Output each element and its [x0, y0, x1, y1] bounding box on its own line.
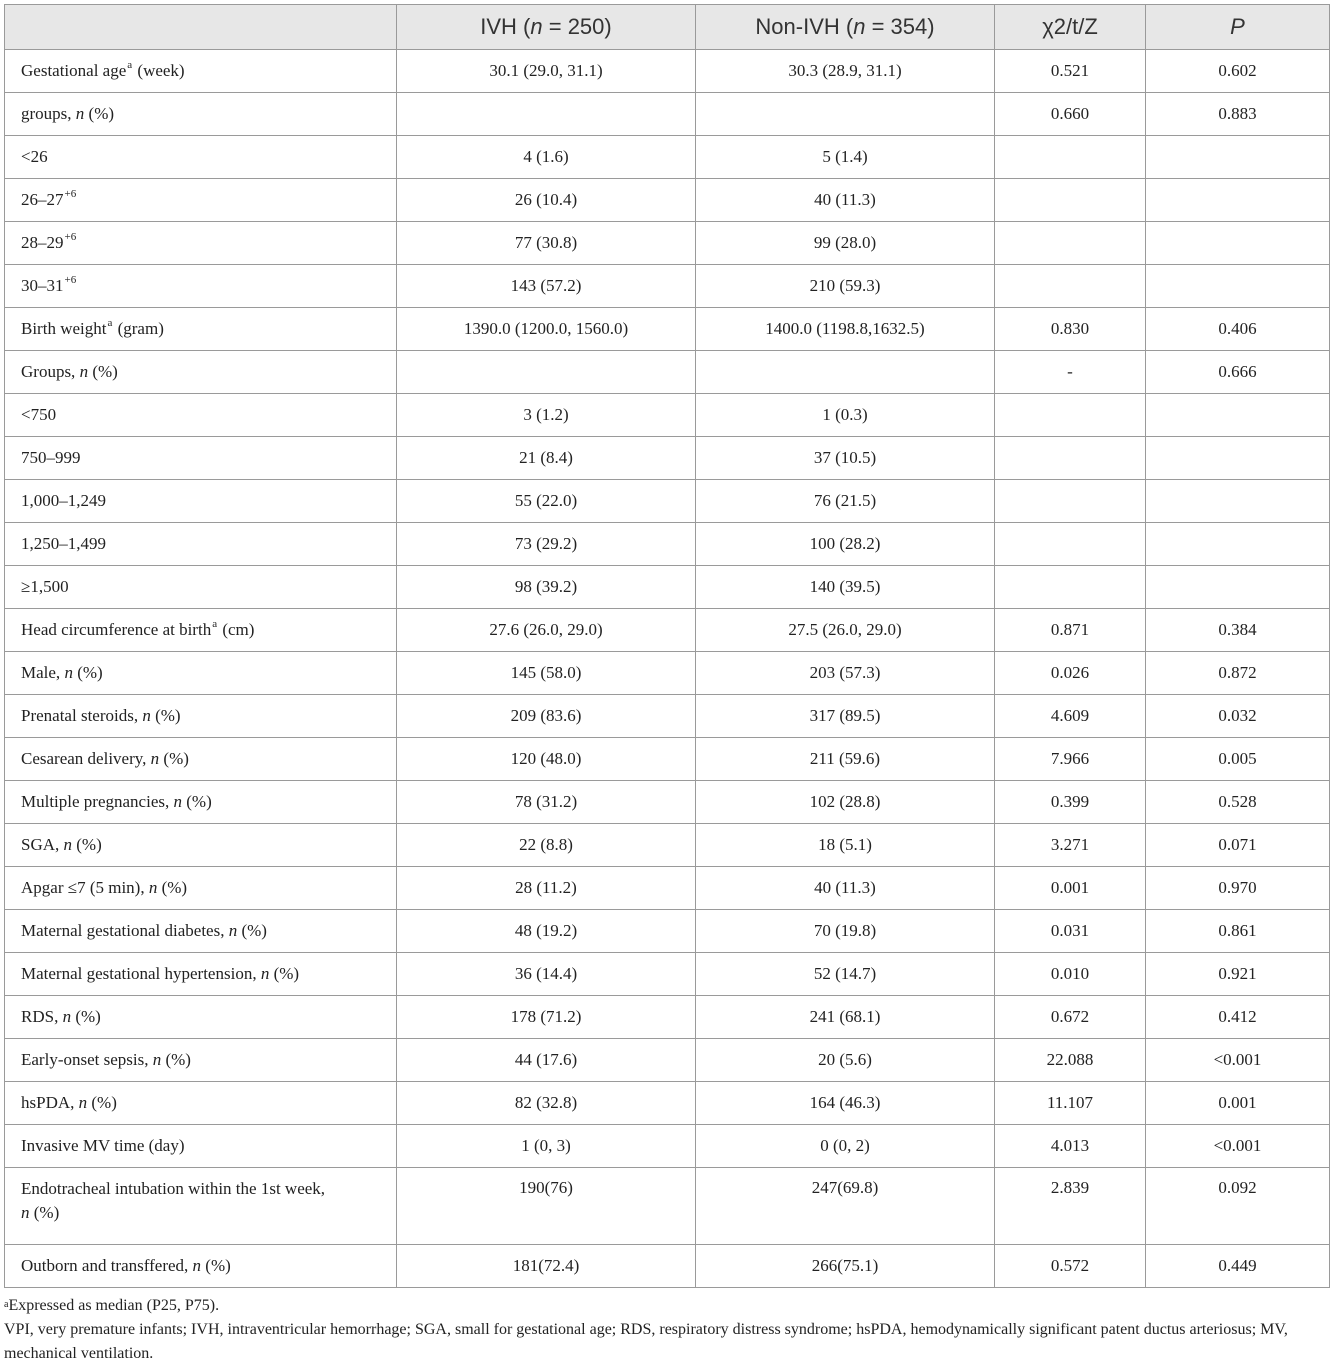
row-label-suffix: (%)	[87, 1093, 117, 1112]
row-label-suffix: (%)	[201, 1256, 231, 1275]
cell-p-value: 0.384	[1146, 609, 1330, 652]
row-label-italic: n	[173, 792, 182, 811]
cell-ivh: 98 (39.2)	[397, 566, 696, 609]
cell-p-value: 0.005	[1146, 738, 1330, 781]
row-label-sup: a	[212, 618, 218, 630]
cell-non-ivh: 140 (39.5)	[696, 566, 995, 609]
cell-ivh: 209 (83.6)	[397, 695, 696, 738]
cell-non-ivh	[696, 351, 995, 394]
cell-statistic: 11.107	[995, 1082, 1146, 1125]
row-label-text: <26	[21, 147, 48, 166]
cell-ivh: 143 (57.2)	[397, 265, 696, 308]
footnotes	[4, 1294, 1329, 1366]
table-row	[5, 93, 1330, 136]
cell-non-ivh: 211 (59.6)	[696, 738, 995, 781]
cell-ivh: 21 (8.4)	[397, 437, 696, 480]
cell-p-value: 0.602	[1146, 50, 1330, 93]
cell-ivh	[397, 93, 696, 136]
row-label-italic: n	[79, 362, 89, 381]
cell-statistic	[995, 222, 1146, 265]
cell-ivh: 55 (22.0)	[397, 480, 696, 523]
table-row	[5, 50, 1330, 93]
cell-ivh: 178 (71.2)	[397, 996, 696, 1039]
row-label-suffix: (%)	[161, 1050, 191, 1069]
cell-statistic: 4.013	[995, 1125, 1146, 1168]
cell-non-ivh: 30.3 (28.9, 31.1)	[696, 50, 995, 93]
table-row	[5, 781, 1330, 824]
row-label-suffix: (week)	[133, 61, 185, 80]
table-row	[5, 308, 1330, 351]
cell-p-value: 0.861	[1146, 910, 1330, 953]
cell-non-ivh: 100 (28.2)	[696, 523, 995, 566]
cell-non-ivh: 1 (0.3)	[696, 394, 995, 437]
row-label-italic: n	[148, 878, 158, 897]
cell-ivh: 4 (1.6)	[397, 136, 696, 179]
cell-non-ivh: 40 (11.3)	[696, 867, 995, 910]
table-row	[5, 222, 1330, 265]
row-label	[5, 953, 397, 996]
cell-ivh: 3 (1.2)	[397, 394, 696, 437]
cell-non-ivh: 0 (0, 2)	[696, 1125, 995, 1168]
cell-non-ivh: 241 (68.1)	[696, 996, 995, 1039]
table-header-row	[5, 5, 1330, 50]
cell-p-value: 0.970	[1146, 867, 1330, 910]
cell-ivh: 82 (32.8)	[397, 1082, 696, 1125]
comparison-table	[4, 4, 1330, 1288]
cell-p-value	[1146, 523, 1330, 566]
row-label-italic: n	[152, 1050, 162, 1069]
cell-ivh: 78 (31.2)	[397, 781, 696, 824]
row-label	[5, 652, 397, 695]
row-label	[5, 738, 397, 781]
row-label	[5, 93, 397, 136]
cell-p-value: 0.666	[1146, 351, 1330, 394]
cell-ivh: 1390.0 (1200.0, 1560.0)	[397, 308, 696, 351]
row-label	[5, 609, 397, 652]
row-label-text: 1,000–1,249	[21, 491, 106, 510]
row-label	[5, 480, 397, 523]
header-p-value: P	[1146, 5, 1330, 50]
row-label-text: Gestational age	[21, 61, 127, 80]
cell-statistic	[995, 480, 1146, 523]
row-label	[5, 1039, 397, 1082]
row-label-suffix: (cm)	[218, 620, 255, 639]
row-label-text: Maternal gestational diabetes,	[21, 921, 229, 940]
row-label-suffix: (%)	[159, 749, 189, 768]
cell-p-value	[1146, 179, 1330, 222]
row-label-text: Multiple pregnancies,	[21, 792, 174, 811]
cell-non-ivh: 1400.0 (1198.8,1632.5)	[696, 308, 995, 351]
row-label-text: Maternal gestational hypertension,	[21, 964, 261, 983]
table-row	[5, 566, 1330, 609]
table-row	[5, 1168, 1330, 1245]
row-label-sup: a	[127, 59, 133, 71]
row-label	[5, 1082, 397, 1125]
row-label	[5, 136, 397, 179]
table-row	[5, 867, 1330, 910]
cell-p-value: <0.001	[1146, 1039, 1330, 1082]
row-label-italic: n	[64, 663, 73, 682]
row-label	[5, 910, 397, 953]
cell-statistic	[995, 179, 1146, 222]
cell-non-ivh: 27.5 (26.0, 29.0)	[696, 609, 995, 652]
cell-ivh: 22 (8.8)	[397, 824, 696, 867]
table-row	[5, 910, 1330, 953]
cell-p-value	[1146, 222, 1330, 265]
cell-non-ivh: 76 (21.5)	[696, 480, 995, 523]
row-label-text: Invasive MV time (day)	[21, 1136, 185, 1155]
cell-non-ivh: 102 (28.8)	[696, 781, 995, 824]
header-variable	[5, 5, 397, 50]
row-label-text: Apgar ≤7 (5 min),	[21, 878, 149, 897]
row-label	[5, 437, 397, 480]
row-label-text: 30–31	[21, 276, 64, 295]
cell-ivh: 28 (11.2)	[397, 867, 696, 910]
cell-statistic: 0.001	[995, 867, 1146, 910]
row-label-text: Prenatal steroids,	[21, 706, 143, 725]
cell-p-value	[1146, 394, 1330, 437]
cell-statistic: 0.521	[995, 50, 1146, 93]
cell-statistic	[995, 437, 1146, 480]
cell-p-value: 0.528	[1146, 781, 1330, 824]
cell-non-ivh: 210 (59.3)	[696, 265, 995, 308]
row-label-text: <750	[21, 405, 57, 424]
row-label-italic: n	[228, 921, 238, 940]
row-label-sup: a	[107, 317, 113, 329]
row-label	[5, 867, 397, 910]
row-label-italic: n	[260, 964, 270, 983]
table-row	[5, 179, 1330, 222]
cell-p-value: 0.883	[1146, 93, 1330, 136]
cell-non-ivh: 52 (14.7)	[696, 953, 995, 996]
cell-non-ivh: 164 (46.3)	[696, 1082, 995, 1125]
cell-statistic	[995, 136, 1146, 179]
cell-statistic: -	[995, 351, 1146, 394]
cell-p-value: 0.449	[1146, 1245, 1330, 1288]
cell-p-value: 0.071	[1146, 824, 1330, 867]
row-label-italic: n	[150, 749, 160, 768]
row-label-text: Groups,	[21, 362, 80, 381]
cell-p-value	[1146, 566, 1330, 609]
row-label-text: Birth weight	[21, 319, 107, 338]
row-label-suffix: (%)	[72, 663, 103, 682]
cell-non-ivh: 20 (5.6)	[696, 1039, 995, 1082]
header-ivh: IVH (n = 250)	[397, 5, 696, 50]
table-row	[5, 437, 1330, 480]
cell-ivh: 27.6 (26.0, 29.0)	[397, 609, 696, 652]
row-label-text: groups,	[21, 104, 76, 123]
cell-non-ivh: 99 (28.0)	[696, 222, 995, 265]
cell-ivh	[397, 351, 696, 394]
table-row	[5, 1245, 1330, 1288]
row-label	[5, 50, 397, 93]
cell-non-ivh: 70 (19.8)	[696, 910, 995, 953]
row-label-italic: n	[63, 835, 73, 854]
row-label	[5, 781, 397, 824]
cell-ivh: 36 (14.4)	[397, 953, 696, 996]
cell-ivh: 190(76)	[397, 1168, 696, 1245]
cell-ivh: 77 (30.8)	[397, 222, 696, 265]
row-label-text: Male,	[21, 663, 65, 682]
cell-p-value: 0.921	[1146, 953, 1330, 996]
table-row	[5, 523, 1330, 566]
row-label-suffix: (%)	[29, 1203, 60, 1222]
cell-non-ivh: 317 (89.5)	[696, 695, 995, 738]
cell-statistic: 2.839	[995, 1168, 1146, 1245]
table-container	[4, 4, 1329, 1366]
cell-statistic: 0.672	[995, 996, 1146, 1039]
cell-statistic: 4.609	[995, 695, 1146, 738]
cell-p-value: <0.001	[1146, 1125, 1330, 1168]
cell-statistic: 0.399	[995, 781, 1146, 824]
cell-statistic: 0.871	[995, 609, 1146, 652]
row-label-suffix: (%)	[182, 792, 212, 811]
cell-non-ivh: 40 (11.3)	[696, 179, 995, 222]
cell-statistic: 0.010	[995, 953, 1146, 996]
cell-ivh: 44 (17.6)	[397, 1039, 696, 1082]
cell-p-value: 0.001	[1146, 1082, 1330, 1125]
cell-statistic	[995, 566, 1146, 609]
row-label-text: Early-onset sepsis,	[21, 1050, 153, 1069]
cell-statistic: 3.271	[995, 824, 1146, 867]
cell-statistic	[995, 394, 1146, 437]
row-label-italic: n	[192, 1256, 202, 1275]
cell-non-ivh: 37 (10.5)	[696, 437, 995, 480]
row-label-text: 26–27	[21, 190, 64, 209]
table-row	[5, 695, 1330, 738]
cell-statistic	[995, 523, 1146, 566]
row-label-text: 750–999	[21, 448, 81, 467]
header-statistic: χ2/t/Z	[995, 5, 1146, 50]
row-label-text: hsPDA,	[21, 1093, 79, 1112]
row-label-text: Head circumference at birth	[21, 620, 212, 639]
row-label	[5, 695, 397, 738]
row-label	[5, 179, 397, 222]
table-row	[5, 1039, 1330, 1082]
table-body	[5, 50, 1330, 1288]
row-label	[5, 308, 397, 351]
header-non-ivh: Non-IVH (n = 354)	[696, 5, 995, 50]
row-label-italic: n	[62, 1007, 72, 1026]
cell-non-ivh: 18 (5.1)	[696, 824, 995, 867]
row-label-suffix: (%)	[237, 921, 267, 940]
cell-statistic: 22.088	[995, 1039, 1146, 1082]
cell-ivh: 73 (29.2)	[397, 523, 696, 566]
cell-non-ivh: 247(69.8)	[696, 1168, 995, 1245]
cell-statistic	[995, 265, 1146, 308]
footnote-abbreviations: VPI, very premature infants; IVH, intraventricular hemorrhage; SGA, small for gestational age; RDS, respiratory distress syndrome; hsPDA, hemodynamically significant patent ductus arteriosus; MV, mechanical ventilation.	[4, 1321, 1288, 1362]
row-label-italic: n	[21, 1203, 30, 1222]
cell-statistic: 0.660	[995, 93, 1146, 136]
cell-non-ivh: 203 (57.3)	[696, 652, 995, 695]
row-label-text: Outborn and transffered,	[21, 1256, 193, 1275]
row-label	[5, 996, 397, 1039]
row-label-text: Cesarean delivery,	[21, 749, 151, 768]
row-label-suffix: (%)	[84, 104, 115, 123]
cell-statistic: 0.026	[995, 652, 1146, 695]
row-label-italic: n	[142, 706, 151, 725]
cell-ivh: 181(72.4)	[397, 1245, 696, 1288]
row-label-italic: n	[75, 104, 85, 123]
row-label-suffix: (%)	[150, 706, 181, 725]
row-label	[5, 523, 397, 566]
table-row	[5, 824, 1330, 867]
table-row	[5, 480, 1330, 523]
cell-non-ivh: 266(75.1)	[696, 1245, 995, 1288]
table-row	[5, 394, 1330, 437]
cell-non-ivh: 5 (1.4)	[696, 136, 995, 179]
row-label	[5, 1168, 397, 1245]
table-row	[5, 265, 1330, 308]
row-label-text: ≥1,500	[21, 577, 69, 596]
cell-ivh: 120 (48.0)	[397, 738, 696, 781]
row-label-text: 1,250–1,499	[21, 534, 106, 553]
cell-statistic: 0.572	[995, 1245, 1146, 1288]
cell-p-value: 0.412	[1146, 996, 1330, 1039]
cell-p-value: 0.092	[1146, 1168, 1330, 1245]
row-label-sup: +6	[64, 231, 77, 243]
row-label-suffix: (%)	[71, 1007, 101, 1026]
row-label-italic: n	[78, 1093, 88, 1112]
row-label	[5, 566, 397, 609]
table-row	[5, 351, 1330, 394]
cell-ivh: 30.1 (29.0, 31.1)	[397, 50, 696, 93]
cell-p-value	[1146, 480, 1330, 523]
cell-ivh: 26 (10.4)	[397, 179, 696, 222]
row-label	[5, 222, 397, 265]
row-label-text: SGA,	[21, 835, 64, 854]
cell-p-value: 0.872	[1146, 652, 1330, 695]
cell-p-value	[1146, 437, 1330, 480]
row-label-sup: +6	[64, 274, 77, 286]
cell-statistic: 0.031	[995, 910, 1146, 953]
cell-non-ivh	[696, 93, 995, 136]
cell-p-value	[1146, 265, 1330, 308]
row-label	[5, 1125, 397, 1168]
footnote-a: $^a$Expressed as median (P25, P75).	[4, 1297, 220, 1314]
cell-statistic: 0.830	[995, 308, 1146, 351]
table-row	[5, 1082, 1330, 1125]
row-label-text: 28–29	[21, 233, 64, 252]
row-label	[5, 265, 397, 308]
cell-statistic: 7.966	[995, 738, 1146, 781]
row-label-text: RDS,	[21, 1007, 63, 1026]
cell-ivh: 1 (0, 3)	[397, 1125, 696, 1168]
row-label-suffix: (gram)	[113, 319, 164, 338]
row-label-suffix: (%)	[72, 835, 102, 854]
table-row	[5, 136, 1330, 179]
row-label-sup: +6	[64, 188, 77, 200]
cell-p-value: 0.032	[1146, 695, 1330, 738]
row-label	[5, 1245, 397, 1288]
table-row	[5, 996, 1330, 1039]
row-label-suffix: (%)	[88, 362, 118, 381]
table-row	[5, 609, 1330, 652]
table-row	[5, 652, 1330, 695]
row-label-suffix: (%)	[157, 878, 188, 897]
cell-ivh: 145 (58.0)	[397, 652, 696, 695]
row-label-suffix: (%)	[269, 964, 300, 983]
row-label	[5, 351, 397, 394]
cell-ivh: 48 (19.2)	[397, 910, 696, 953]
table-row	[5, 738, 1330, 781]
table-row	[5, 1125, 1330, 1168]
table-row	[5, 953, 1330, 996]
row-label	[5, 824, 397, 867]
cell-p-value	[1146, 136, 1330, 179]
cell-p-value: 0.406	[1146, 308, 1330, 351]
row-label	[5, 394, 397, 437]
row-label-text: Endotracheal intubation within the 1st week,	[21, 1179, 326, 1198]
